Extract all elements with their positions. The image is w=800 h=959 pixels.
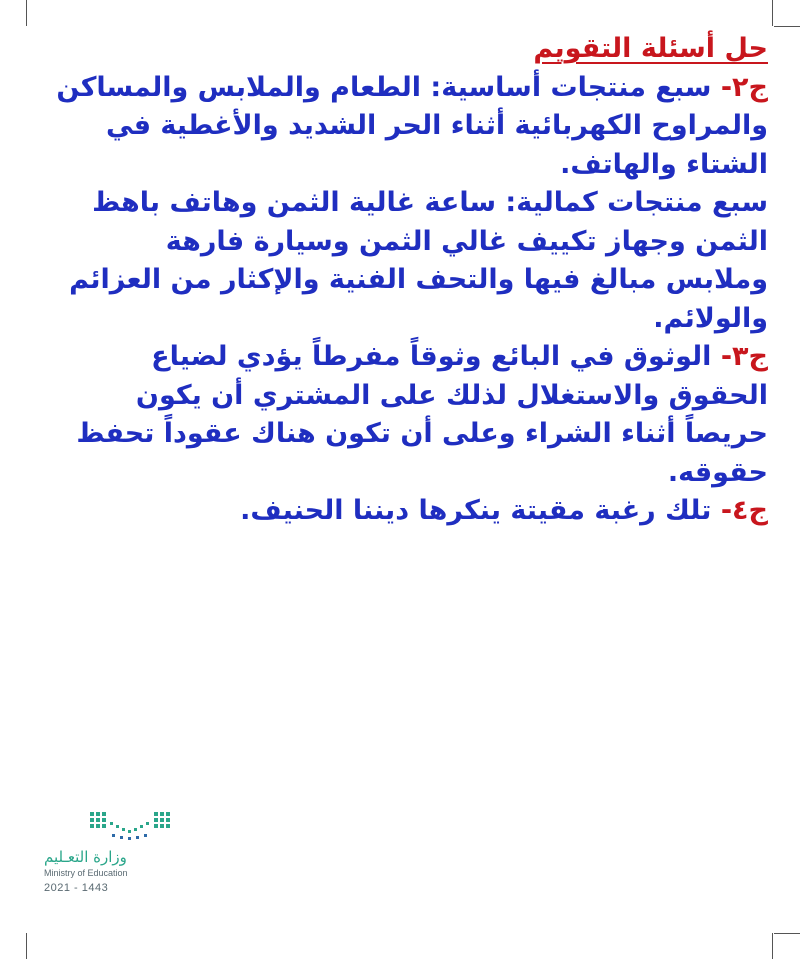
answer-3	[56, 338, 768, 492]
crop-mark-top-right	[772, 0, 773, 26]
answer-4	[56, 492, 768, 531]
answer-2-luxury-text: سبع منتجات كمالية: ساعة غالية الثمن وهاتف باهظ الثمن وجهاز تكييف غالي الثمن وسيارة فارهة وملابس مبالغ فيها والتحف الفنية والإكثار من العزائم والولائم.	[69, 187, 768, 334]
answer-2-text: سبع منتجات أساسية: الطعام والملابس والمساكن والمراوح الكهربائية أثناء الحر الشديد والأغطية في الشتاء والهاتف.	[56, 71, 768, 180]
answer-2-luxury	[56, 184, 768, 338]
ministry-name-arabic: وزارة التعـليم	[44, 848, 127, 866]
ministry-logo	[42, 810, 182, 900]
ministry-logo-icon	[88, 810, 180, 840]
answer-2-label: ج٢-	[720, 71, 768, 103]
crop-mark-right-upper	[774, 26, 800, 27]
crop-mark-bottom-left	[26, 933, 27, 959]
answer-4-label: ج٤-	[720, 495, 768, 526]
page-heading: حل أسئلة التقويم	[533, 33, 768, 64]
answer-2	[56, 69, 768, 185]
answer-content	[56, 30, 768, 531]
crop-mark-right-lower	[774, 933, 800, 934]
crop-mark-top-left	[26, 0, 27, 26]
edition-year: 2021 - 1443	[44, 882, 109, 894]
answer-3-label: ج٣-	[720, 341, 768, 372]
ministry-name-english: Ministry of Education	[44, 868, 128, 878]
answer-4-text: تلك رغبة مقيتة ينكرها ديننا الحنيف.	[240, 495, 712, 526]
crop-mark-bottom-right	[772, 933, 773, 959]
answer-3-text: الوثوق في البائع وثوقاً مفرطاً يؤدي لضياع الحقوق والاستغلال لذلك على المشتري أن يكون حريصاً أثناء الشراء وعلى أن تكون هناك عقوداً تحفظ حقوقه.	[76, 341, 768, 488]
